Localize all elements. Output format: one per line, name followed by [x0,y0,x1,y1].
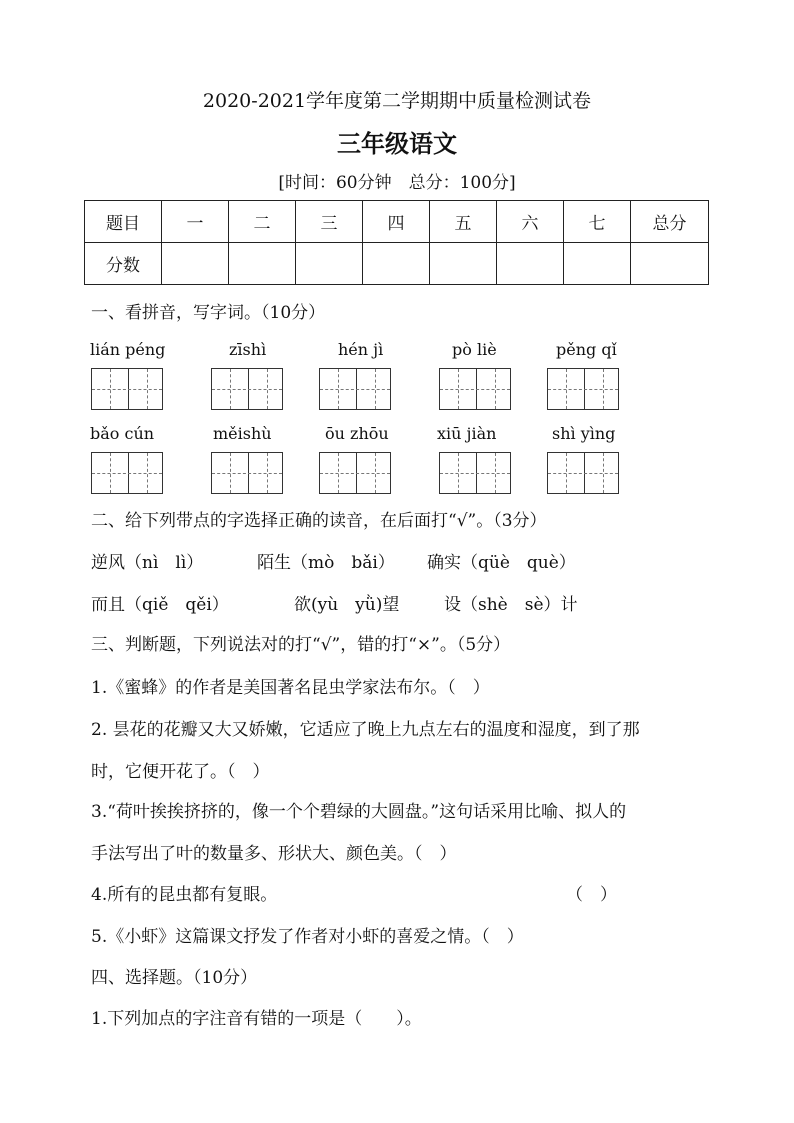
section4-title: 四、选择题。（10分） [91,968,258,988]
writing-grid[interactable] [211,452,283,494]
judgment-item[interactable]: 3.“荷叶挨挨挤挤的，像一个个碧绿的大圆盘。”这句话采用比喻、拟人的 [91,802,627,822]
score-cell[interactable] [229,243,296,285]
grade-subject-title: 三年级语文 [337,129,457,158]
writing-grid[interactable] [319,368,391,410]
pinyin-label: xiū jiàn [437,424,497,443]
writing-grid[interactable] [319,452,391,494]
score-cell[interactable] [497,243,564,285]
writing-grid[interactable] [547,452,619,494]
reading-choice[interactable]: 逆风（nì lì） [91,553,204,573]
score-table-header: 六 [497,201,564,243]
writing-grid[interactable] [439,368,511,410]
writing-grid[interactable] [211,368,283,410]
writing-grid[interactable] [91,368,163,410]
judgment-item[interactable]: 4.所有的昆虫都有复眼。 [91,885,278,905]
score-table-header: 二 [229,201,296,243]
judgment-item-continued[interactable]: 时，它便开花了。（ ） [91,762,270,782]
score-table-header: 总分 [631,201,709,243]
score-row-label: 分数 [85,243,162,285]
answer-parentheses[interactable]: （ ） [566,885,617,905]
score-cell[interactable] [631,243,709,285]
score-cell[interactable] [363,243,430,285]
exam-title: 2020-2021学年度第二学期期中质量检测试卷 [202,90,592,112]
score-cell[interactable] [296,243,363,285]
reading-choice[interactable]: 陌生（mò bǎi） [257,553,395,573]
score-table [84,200,709,285]
score-cell[interactable] [430,243,497,285]
choice-question[interactable]: 1.下列加点的字注音有错的一项是（ ）。 [91,1009,422,1029]
score-table-header-row [85,201,709,243]
section3-title: 三、判断题，下列说法对的打“√”，错的打“×”。（5分） [91,635,511,655]
score-table-header: 四 [363,201,430,243]
section1-title: 一、看拼音，写字词。（10分） [91,303,326,323]
reading-choice[interactable]: 设（shè sè）计 [444,595,578,615]
score-cell[interactable] [162,243,229,285]
pinyin-label: bǎo cún [90,424,155,443]
pinyin-label: shì yìng [552,424,616,443]
reading-choice[interactable]: 而且（qiě qěi） [91,595,229,615]
judgment-item[interactable]: 1.《蜜蜂》的作者是美国著名昆虫学家法布尔。（ ） [91,678,490,698]
pinyin-label: zīshì [229,340,267,359]
judgment-item-continued[interactable]: 手法写出了叶的数量多、形状大、颜色美。（ ） [91,844,457,864]
score-table-header: 五 [430,201,497,243]
time-score-info: [时间：60分钟 总分：100分] [278,173,516,193]
score-cell[interactable] [564,243,631,285]
writing-grid[interactable] [439,452,511,494]
score-table-score-row [85,243,709,285]
pinyin-label: pěng qǐ [556,340,617,359]
section2-title: 二、给下列带点的字选择正确的读音，在后面打“√”。（3分） [91,511,547,531]
reading-choice[interactable]: 确实（qüè què） [427,553,576,573]
pinyin-label: hén jì [338,340,384,359]
score-table-header: 一 [162,201,229,243]
pinyin-label: ōu zhōu [325,424,389,443]
score-table-header: 题目 [85,201,162,243]
writing-grid[interactable] [91,452,163,494]
writing-grid[interactable] [547,368,619,410]
judgment-item[interactable]: 5.《小虾》这篇课文抒发了作者对小虾的喜爱之情。（ ） [91,927,524,947]
pinyin-label: pò liè [452,340,497,359]
score-table-header: 三 [296,201,363,243]
pinyin-label: lián péng [90,340,166,359]
reading-choice[interactable]: 欲(yù yǜ)望 [294,595,400,615]
pinyin-label: měishù [213,424,272,443]
score-table-header: 七 [564,201,631,243]
judgment-item[interactable]: 2. 昙花的花瓣又大又娇嫩，它适应了晚上九点左右的温度和湿度，到了那 [91,720,640,740]
